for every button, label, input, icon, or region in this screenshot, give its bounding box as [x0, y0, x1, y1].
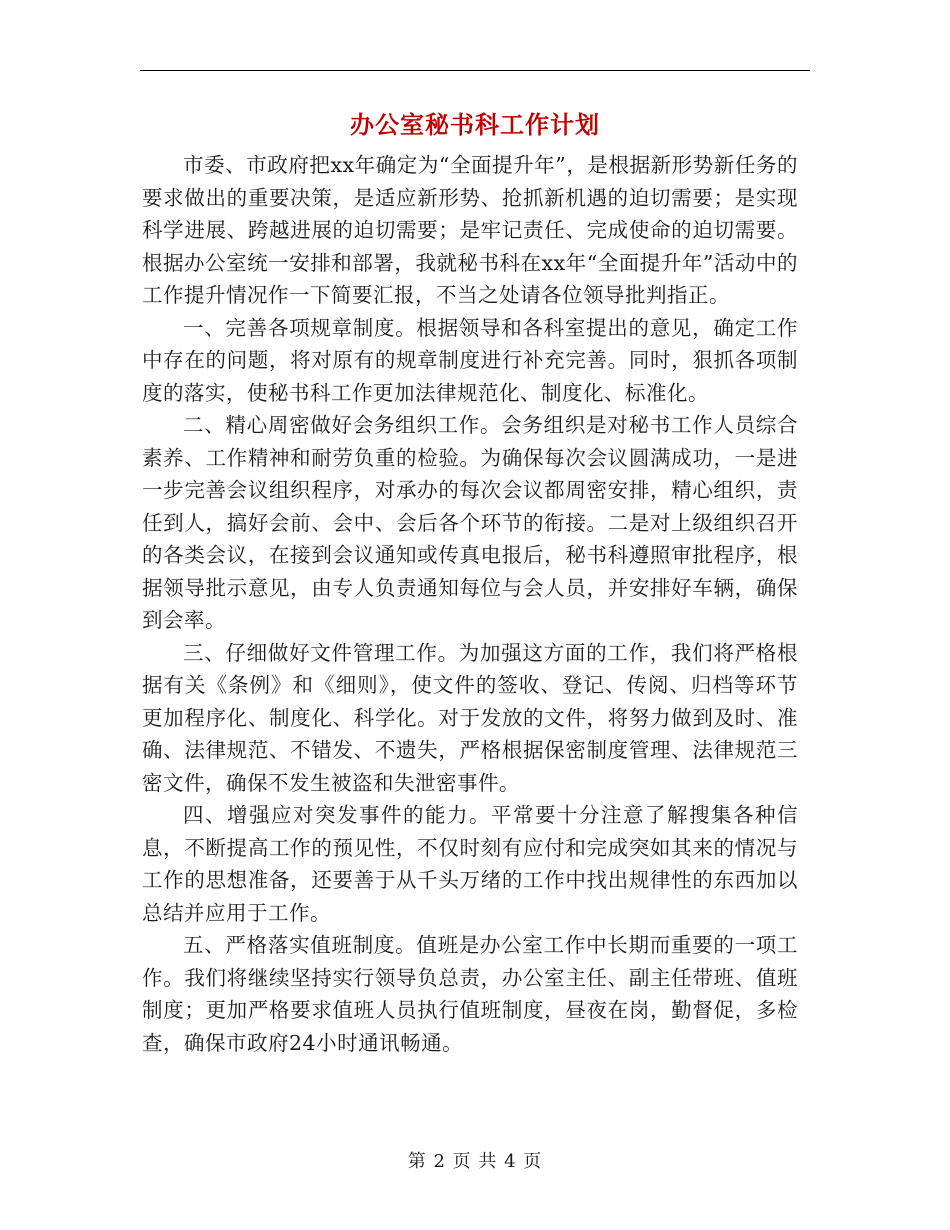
document-title: 办公室秘书科工作计划: [350, 110, 600, 139]
paragraph-section-1: 一、完善各项规章制度。根据领导和各科室提出的意见，确定工作中存在的问题，将对原有的规章制度进行补充完善。同时，狠抓各项制度的落实，使秘书科工作更加法律规范化、制度化、标准化。: [142, 315, 798, 405]
page-number-footer: 第 2 页 共 4 页: [407, 1151, 543, 1172]
paragraph-section-5: 五、严格落实值班制度。值班是办公室工作中长期而重要的一项工作。我们将继续坚持实行领导负总责，办公室主任、副主任带班、值班制度；更加严格要求值班人员执行值班制度，昼夜在岗，勤督促，多检查，确保市政府24小时通讯畅通。: [142, 933, 798, 1055]
paragraph-intro: 市委、市政府把xx年确定为“全面提升年”，是根据新形势新任务的要求做出的重要决策，是适应新形势、抢抓新机遇的迫切需要；是实现科学进展、跨越进展的迫切需要；是牢记责任、完成使命的迫切需要。根据办公室统一安排和部署，我就秘书科在xx年“全面提升年”活动中的工作提升情况作一下简要汇报，不当之处请各位领导批判指正。: [142, 153, 798, 307]
paragraph-section-4: 四、增强应对突发事件的能力。平常要十分注意了解搜集各种信息，不断提高工作的预见性，不仅时刻有应付和完成突如其来的情况与工作的思想准备，还要善于从千头万绪的工作中找出规律性的东西加以总结并应用于工作。: [142, 803, 798, 925]
paragraph-section-2: 二、精心周密做好会务组织工作。会务组织是对秘书工作人员综合素养、工作精神和耐劳负重的检验。为确保每次会议圆满成功，一是进一步完善会议组织程序，对承办的每次会议都周密安排，精心组织，责任到人，搞好会前、会中、会后各个环节的衔接。二是对上级组织召开的各类会议，在接到会议通知或传真电报后，秘书科遵照审批程序，根据领导批示意见，由专人负责通知每位与会人员，并安排好车辆，确保到会率。: [142, 413, 798, 632]
document-body: [142, 149, 798, 1059]
paragraph-section-3: 三、仔细做好文件管理工作。为加强这方面的工作，我们将严格根据有关《条例》和《细则》，使文件的签收、登记、传阅、归档等环节更加程序化、制度化、科学化。对于发放的文件，将努力做到及时、准确、法律规范、不错发、不遗失，严格根据保密制度管理、法律规范三密文件，确保不发生被盗和失泄密事件。: [142, 640, 798, 795]
header-rule: [140, 70, 810, 71]
